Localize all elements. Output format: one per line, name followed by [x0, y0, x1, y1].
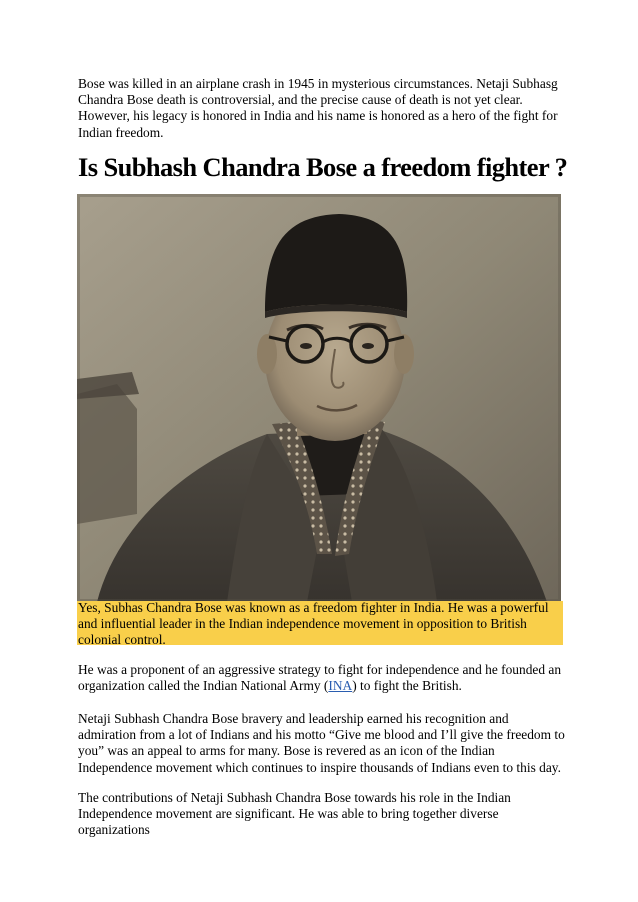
proponent-text-after-link: ) to fight the British.	[352, 678, 462, 694]
contributions-paragraph: The contributions of Netaji Subhash Chandra Bose towards his role in the Indian Independence movement are significant. He was able to bring together diverse organizations	[78, 790, 511, 838]
portrait-photo	[77, 194, 561, 602]
ina-link[interactable]: INA	[328, 678, 353, 694]
proponent-paragraph	[78, 662, 568, 694]
intro-paragraph: Bose was killed in an airplane crash in 1945 in mysterious circumstances. Netaji Subhasg Chandra Bose death is controversial, and the precise cause of death is not yet clear. However, his legacy is honored in India and his name is honored as a hero of the fight for Indian freedom.	[78, 76, 558, 140]
highlighted-paragraph: Yes, Subhas Chandra Bose was known as a freedom fighter in India. He was a powerful and influential leader in the Indian independence movement in opposition to British colonial control.	[78, 600, 549, 648]
highlighted-answer-block	[77, 600, 563, 648]
bravery-paragraph: Netaji Subhash Chandra Bose bravery and leadership earned his recognition and admiration from a lot of Indians and his motto “Give me blood and I’ll give the freedom to you” was an appeal to arms for many. Bose is revered as an icon of the Indian Independence movement which continues to inspire thousands of Indians even to this day.	[78, 711, 565, 775]
proponent-text-before-link: He was a proponent of an aggressive strategy to fight for independence and he founded an organization called the Indian National Army (	[78, 662, 562, 694]
section-heading: Is Subhash Chandra Bose a freedom fighter ?	[78, 152, 568, 182]
